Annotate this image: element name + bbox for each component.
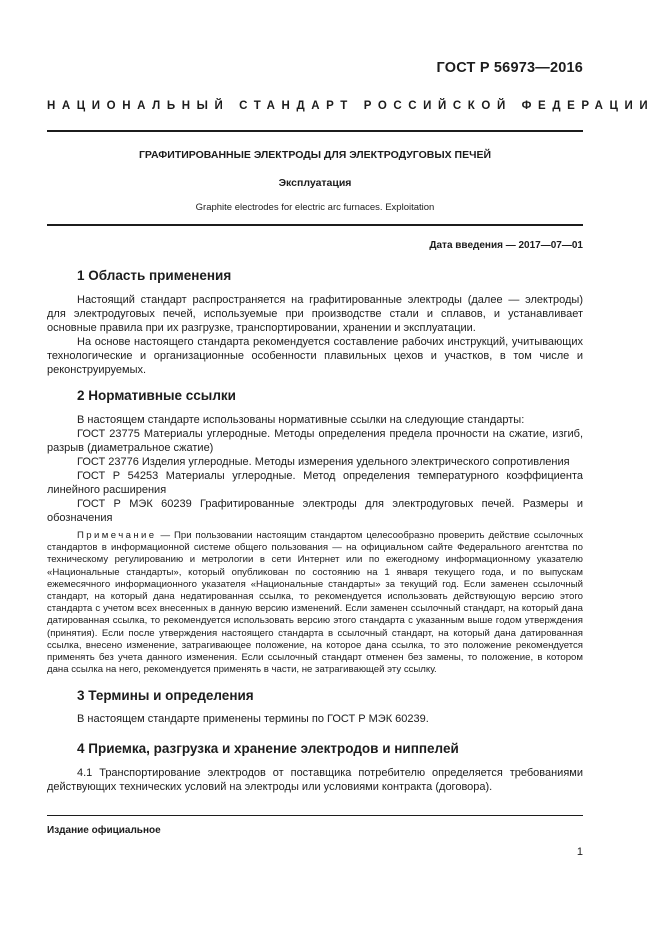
section-3-paragraph-1 xyxy=(47,712,583,726)
reference-gost-r-54253-text: ГОСТ Р 54253 Материалы углеродные. Метод определения температурного коэффициента линейного расширения xyxy=(47,470,583,496)
introduction-date: Дата введения — 2017—07—01 xyxy=(429,240,583,251)
section-1-paragraph-1-text: Настоящий стандарт распространяется на графитированные электроды (далее — электроды) для электродуговых печей, используемые при производстве стали и сплавов, и устанавливает основные правила при их разгрузке, транспортировании, хранении и эксплуатации. xyxy=(47,294,583,334)
section-2-paragraph-1 xyxy=(47,413,583,427)
reference-gost-23776-text: ГОСТ 23776 Изделия углеродные. Методы измерения удельного электрического сопротивления xyxy=(77,456,570,468)
reference-gost-23775-text: ГОСТ 23775 Материалы углеродные. Методы определения предела прочности на сжатие, изгиб, разрыв (диаметральное сжатие) xyxy=(47,428,583,454)
national-standard-heading: НАЦИОНАЛЬНЫЙ СТАНДАРТ РОССИЙСКОЙ ФЕДЕРАЦИИ xyxy=(47,100,655,112)
reference-gost-r-iec-60239 xyxy=(47,497,583,525)
section-1-paragraph-2 xyxy=(47,335,583,377)
note-block xyxy=(47,530,583,676)
reference-gost-r-iec-60239-text: ГОСТ Р МЭК 60239 Графитированные электроды для электродуговых печей. Размеры и обозначения xyxy=(47,498,583,524)
section-3-paragraph-1-text: В настоящем стандарте применены термины по ГОСТ Р МЭК 60239. xyxy=(77,713,429,725)
section-4-paragraph-1-text: 4.1 Транспортирование электродов от поставщика потребителю определяется требованиями действующих технических условий на электроды или условиями контракта (договора). xyxy=(47,767,583,793)
english-title: Graphite electrodes for electric arc furnaces. Exploitation xyxy=(195,202,435,213)
note-label: Примечание xyxy=(77,530,157,541)
document-code: ГОСТ Р 56973—2016 xyxy=(436,60,583,76)
note-text: — При пользовании настоящим стандартом целесообразно проверить действие ссылочных стандартов в информационной системе общего пользования — на официальном сайте Федерального агентства по техническому регулированию и метрологии в сети Интернет или по ежегодному информационному указателю «Национальные стандарты», который опубликован по состоянию на 1 января текущего года, и по выпускам ежемесячного информационного указателя «Национальные стандарты» за текущий год. Если заменен ссылочный стандарт, на который дана недатированная ссылка, то рекомендуется использовать действующую версию этого стандарта с учетом всех внесенных в данную версию изменений. Если заменен ссылочный стандарт, на который дана датированная ссылка, то рекомендуется использовать версию этого стандарта с указанным выше годом утверждения (принятия). Если после утверждения настоящего стандарта в ссылочный стандарт, на который дана датированная ссылка, внесено изменение, затрагивающее положение, на которое дана ссылка, то это положение рекомендуется применять без учета данного изменения. Если ссылочный стандарт отменен без замены, то положение, в котором дана ссылка на него, рекомендуется применять в части, не затрагивающей эту ссылку. xyxy=(47,530,584,676)
section-3-heading: 3 Термины и определения xyxy=(77,688,254,703)
section-1-paragraph-2-text: На основе настоящего стандарта рекомендуется составление рабочих инструкций, учитывающих технологические и организационные особенности плавильных цехов и участков, в том числе и реконструируемых. xyxy=(47,336,583,376)
reference-gost-r-54253 xyxy=(47,469,583,497)
top-divider xyxy=(47,130,583,132)
section-4-heading: 4 Приемка, разгрузка и хранение электродов и ниппелей xyxy=(77,741,459,756)
page-number: 1 xyxy=(576,846,583,858)
section-2-heading: 2 Нормативные ссылки xyxy=(77,388,236,403)
section-1-paragraph-1 xyxy=(47,293,583,335)
edition-label: Издание официальное xyxy=(47,825,161,836)
reference-gost-23776 xyxy=(47,455,583,469)
section-1-heading: 1 Область применения xyxy=(77,268,232,283)
document-subtitle: Эксплуатация xyxy=(278,177,352,189)
section-4-paragraph-1 xyxy=(47,766,583,794)
footer-divider xyxy=(47,815,583,816)
title-divider xyxy=(47,224,583,226)
section-2-paragraph-1-text: В настоящем стандарте использованы нормативные ссылки на следующие стандарты: xyxy=(77,414,525,426)
reference-gost-23775 xyxy=(47,427,583,455)
document-title: ГРАФИТИРОВАННЫЕ ЭЛЕКТРОДЫ ДЛЯ ЭЛЕКТРОДУГОВЫХ ПЕЧЕЙ xyxy=(138,149,492,161)
